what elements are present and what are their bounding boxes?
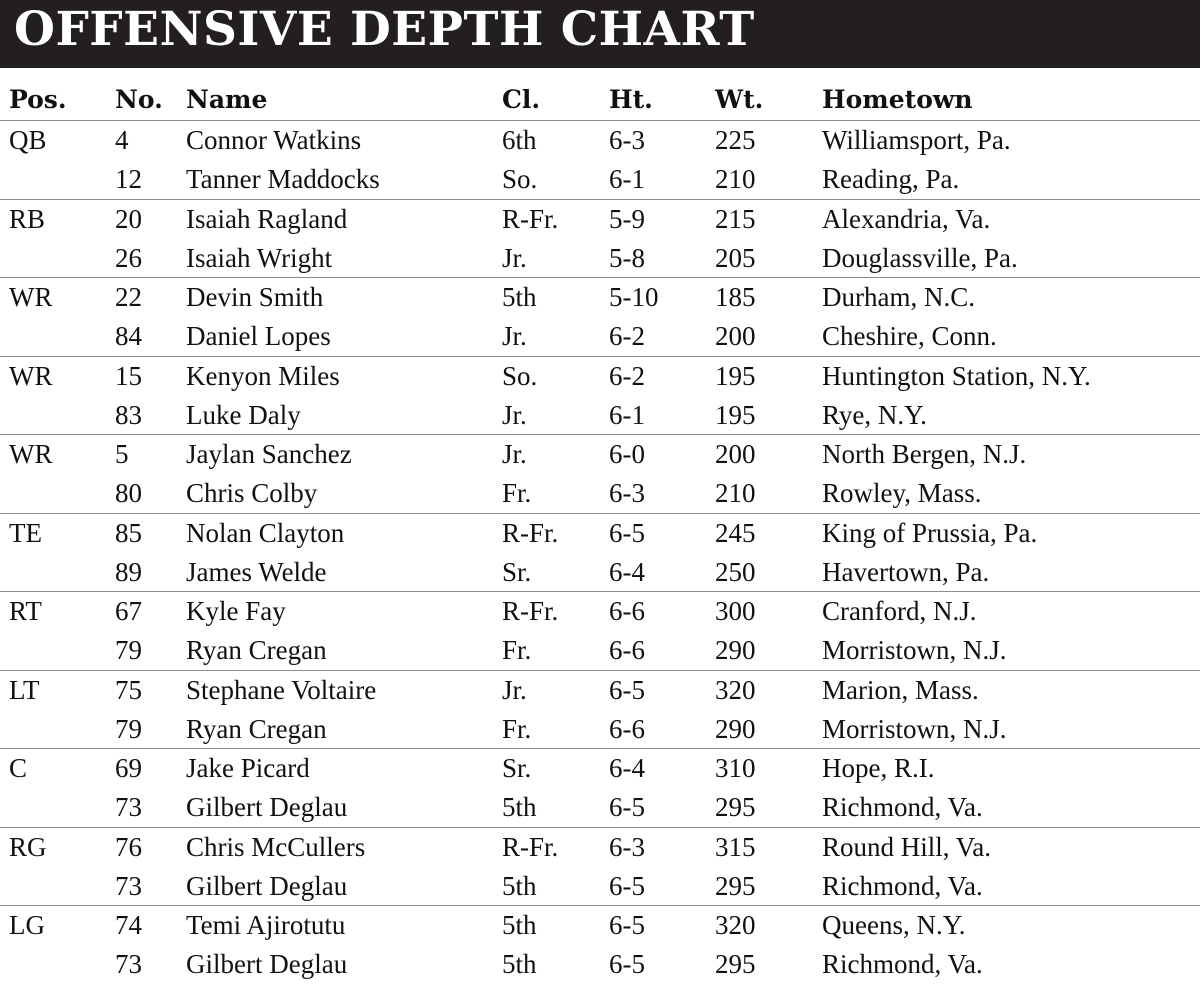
player-weight: 200	[715, 439, 756, 469]
player-hometown: Richmond, Va.	[822, 792, 983, 822]
position-label: RB	[9, 203, 46, 234]
position-label: WR	[9, 282, 53, 312]
player-height: 6-5	[609, 792, 645, 822]
player-number: 20	[115, 203, 142, 234]
position-group	[0, 199, 1200, 278]
player-class: Jr.	[502, 674, 527, 705]
player-class: Jr.	[502, 321, 527, 351]
player-name: Kenyon Miles	[186, 360, 340, 391]
player-height: 6-4	[609, 753, 645, 783]
player-hometown: Cheshire, Conn.	[822, 321, 997, 351]
position-group	[0, 591, 1200, 670]
player-class: So.	[502, 164, 538, 194]
player-hometown: Morristown, N.J.	[822, 713, 1007, 744]
player-number: 75	[115, 674, 142, 705]
player-class: R-Fr.	[502, 203, 559, 234]
position-label: LG	[9, 910, 45, 940]
player-class: So.	[502, 360, 538, 391]
player-height: 6-0	[609, 439, 645, 469]
table-row	[0, 474, 1200, 513]
player-weight: 290	[715, 635, 756, 665]
table-row	[0, 514, 1200, 553]
header-no: No.	[115, 85, 163, 114]
position-group	[0, 120, 1200, 199]
player-weight: 215	[715, 203, 756, 234]
player-class: 5th	[502, 792, 537, 822]
player-height: 6-3	[609, 478, 645, 508]
header-class: Cl.	[502, 85, 541, 114]
position-label: QB	[9, 125, 47, 155]
player-name: Ryan Cregan	[186, 635, 327, 665]
player-height: 6-2	[609, 360, 645, 391]
table-row	[0, 671, 1200, 710]
table-row	[0, 435, 1200, 474]
player-name: Devin Smith	[186, 282, 324, 312]
title-bar	[0, 0, 1200, 68]
table-row	[0, 278, 1200, 317]
player-weight: 320	[715, 910, 756, 940]
header-weight: Wt.	[715, 85, 764, 114]
player-class: 5th	[502, 870, 537, 901]
player-number: 15	[115, 360, 142, 391]
player-hometown: Marion, Mass.	[822, 674, 979, 705]
player-hometown: Williamsport, Pa.	[822, 125, 1011, 155]
player-height: 6-5	[609, 674, 645, 705]
player-hometown: Morristown, N.J.	[822, 635, 1007, 665]
header-hometown: Hometown	[822, 85, 973, 114]
player-class: 5th	[502, 282, 537, 312]
player-weight: 310	[715, 753, 756, 783]
player-class: R-Fr.	[502, 517, 559, 548]
player-class: R-Fr.	[502, 831, 559, 862]
player-name: Kyle Fay	[186, 596, 286, 626]
player-name: Gilbert Deglau	[186, 949, 348, 979]
player-weight: 185	[715, 282, 756, 312]
player-height: 6-3	[609, 831, 645, 862]
position-label: LT	[9, 674, 40, 705]
player-hometown: Alexandria, Va.	[822, 203, 991, 234]
player-number: 22	[115, 282, 142, 312]
position-label: C	[9, 753, 28, 783]
position-label: WR	[9, 360, 53, 391]
position-group	[0, 748, 1200, 827]
position-group	[0, 513, 1200, 592]
player-hometown: Reading, Pa.	[822, 164, 960, 194]
player-name: Isaiah Ragland	[186, 203, 348, 234]
player-class: Fr.	[502, 713, 532, 744]
player-weight: 205	[715, 242, 756, 273]
table-row	[0, 788, 1200, 827]
player-weight: 245	[715, 517, 756, 548]
table-row	[0, 396, 1200, 435]
player-height: 6-4	[609, 556, 645, 587]
player-height: 5-8	[609, 242, 645, 273]
player-number: 89	[115, 556, 142, 587]
player-number: 73	[115, 792, 142, 822]
table-row	[0, 749, 1200, 788]
player-name: Gilbert Deglau	[186, 792, 348, 822]
player-weight: 295	[715, 792, 756, 822]
player-class: Jr.	[502, 399, 527, 430]
player-name: Jake Picard	[186, 753, 310, 783]
depth-chart-table	[0, 120, 1200, 984]
player-class: R-Fr.	[502, 596, 559, 626]
table-row	[0, 592, 1200, 631]
player-hometown: Round Hill, Va.	[822, 831, 992, 862]
player-hometown: Hope, R.I.	[822, 753, 935, 783]
position-label: RG	[9, 831, 47, 862]
player-class: Fr.	[502, 635, 532, 665]
player-height: 6-1	[609, 399, 645, 430]
player-number: 85	[115, 517, 142, 548]
table-row	[0, 317, 1200, 356]
player-name: Jaylan Sanchez	[186, 439, 352, 469]
position-group	[0, 277, 1200, 356]
player-name: Ryan Cregan	[186, 713, 327, 744]
player-height: 6-6	[609, 635, 645, 665]
player-number: 69	[115, 753, 142, 783]
player-weight: 200	[715, 321, 756, 351]
table-row	[0, 239, 1200, 278]
player-name: Tanner Maddocks	[186, 164, 380, 194]
player-name: James Welde	[186, 556, 327, 587]
player-hometown: Queens, N.Y.	[822, 910, 966, 940]
player-weight: 210	[715, 478, 756, 508]
page-title: OFFENSIVE DEPTH CHART	[14, 2, 755, 57]
player-number: 79	[115, 635, 142, 665]
player-number: 83	[115, 399, 142, 430]
player-weight: 195	[715, 399, 756, 430]
player-number: 5	[115, 439, 129, 469]
player-name: Daniel Lopes	[186, 321, 331, 351]
player-name: Chris McCullers	[186, 831, 366, 862]
header-height: Ht.	[609, 85, 653, 114]
table-row	[0, 631, 1200, 670]
player-hometown: Rowley, Mass.	[822, 478, 982, 508]
player-class: Sr.	[502, 753, 532, 783]
player-hometown: Rye, N.Y.	[822, 399, 927, 430]
player-hometown: Huntington Station, N.Y.	[822, 360, 1091, 391]
table-row	[0, 553, 1200, 592]
player-class: 6th	[502, 125, 537, 155]
player-height: 6-6	[609, 713, 645, 744]
player-name: Luke Daly	[186, 399, 301, 430]
player-weight: 225	[715, 125, 756, 155]
player-number: 80	[115, 478, 142, 508]
player-hometown: Havertown, Pa.	[822, 556, 990, 587]
player-weight: 195	[715, 360, 756, 391]
player-class: Jr.	[502, 242, 527, 273]
player-class: Fr.	[502, 478, 532, 508]
table-row	[0, 357, 1200, 396]
player-height: 6-2	[609, 321, 645, 351]
player-name: Stephane Voltaire	[186, 674, 377, 705]
header-pos: Pos.	[9, 85, 67, 114]
player-weight: 210	[715, 164, 756, 194]
player-height: 6-5	[609, 517, 645, 548]
table-row	[0, 867, 1200, 906]
player-weight: 315	[715, 831, 756, 862]
player-height: 6-5	[609, 949, 645, 979]
position-label: RT	[9, 596, 42, 626]
position-group	[0, 670, 1200, 749]
player-number: 12	[115, 164, 142, 194]
table-header	[0, 78, 1200, 120]
table-row	[0, 945, 1200, 984]
player-height: 6-5	[609, 870, 645, 901]
table-row	[0, 121, 1200, 160]
player-weight: 290	[715, 713, 756, 744]
player-weight: 320	[715, 674, 756, 705]
position-group	[0, 434, 1200, 513]
player-name: Gilbert Deglau	[186, 870, 348, 901]
player-hometown: Richmond, Va.	[822, 870, 983, 901]
table-row	[0, 710, 1200, 749]
header-name: Name	[186, 85, 268, 114]
player-name: Temi Ajirotutu	[186, 910, 346, 940]
position-label: TE	[9, 517, 42, 548]
position-group	[0, 356, 1200, 435]
table-row	[0, 828, 1200, 867]
player-weight: 295	[715, 949, 756, 979]
player-hometown: Durham, N.C.	[822, 282, 975, 312]
player-number: 79	[115, 713, 142, 744]
position-label: WR	[9, 439, 53, 469]
player-hometown: Cranford, N.J.	[822, 596, 977, 626]
player-height: 6-3	[609, 125, 645, 155]
player-height: 6-6	[609, 596, 645, 626]
player-number: 73	[115, 870, 142, 901]
player-class: Jr.	[502, 439, 527, 469]
player-hometown: North Bergen, N.J.	[822, 439, 1027, 469]
table-row	[0, 160, 1200, 199]
player-number: 26	[115, 242, 142, 273]
player-number: 84	[115, 321, 142, 351]
table-row	[0, 200, 1200, 239]
player-hometown: Richmond, Va.	[822, 949, 983, 979]
player-weight: 250	[715, 556, 756, 587]
player-height: 5-9	[609, 203, 645, 234]
player-weight: 295	[715, 870, 756, 901]
player-number: 74	[115, 910, 142, 940]
player-height: 6-5	[609, 910, 645, 940]
position-group	[0, 905, 1200, 984]
player-number: 73	[115, 949, 142, 979]
player-number: 67	[115, 596, 142, 626]
player-height: 6-1	[609, 164, 645, 194]
player-height: 5-10	[609, 282, 659, 312]
player-class: 5th	[502, 910, 537, 940]
position-group	[0, 827, 1200, 906]
player-name: Chris Colby	[186, 478, 318, 508]
table-row	[0, 906, 1200, 945]
player-weight: 300	[715, 596, 756, 626]
player-hometown: Douglassville, Pa.	[822, 242, 1018, 273]
player-hometown: King of Prussia, Pa.	[822, 517, 1038, 548]
player-name: Isaiah Wright	[186, 242, 333, 273]
player-number: 4	[115, 125, 129, 155]
player-class: Sr.	[502, 556, 532, 587]
player-name: Connor Watkins	[186, 125, 362, 155]
player-number: 76	[115, 831, 142, 862]
player-name: Nolan Clayton	[186, 517, 345, 548]
player-class: 5th	[502, 949, 537, 979]
